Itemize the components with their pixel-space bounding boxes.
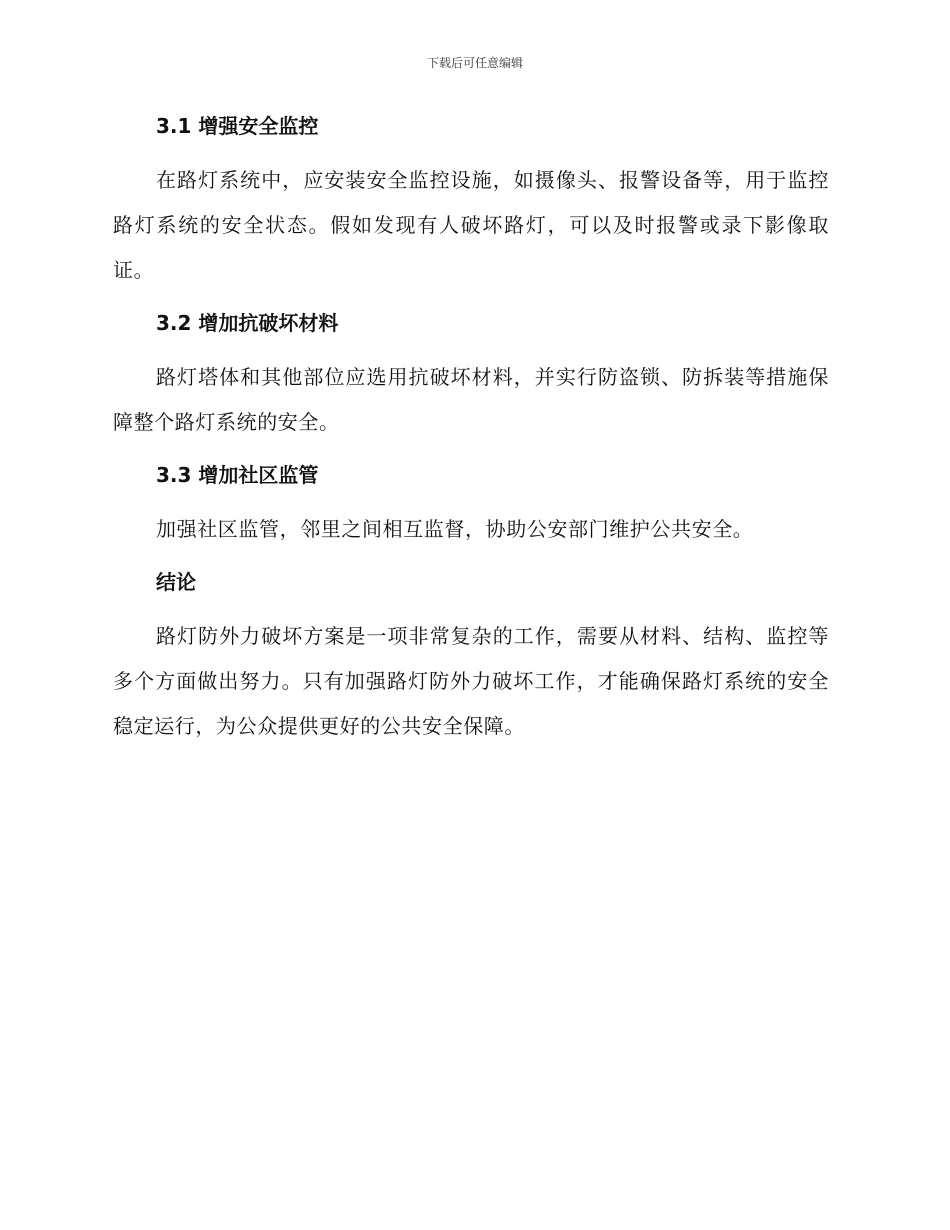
section-paragraph-conclusion: 路灯防外力破坏方案是一项非常复杂的工作，需要从材料、结构、监控等多个方面做出努力。只有加强路灯防外力破坏工作，才能确保路灯系统的安全稳定运行，为公众提供更好的公共安全保障。 — [113, 624, 829, 738]
section-heading-conclusion: 结论 — [156, 570, 196, 594]
section-heading-3-2: 3.2 增加抗破坏材料 — [156, 311, 339, 335]
header-note: 下载后可任意编辑 — [426, 56, 523, 70]
document-body — [113, 108, 829, 749]
section-paragraph-3-3: 加强社区监管，邻里之间相互监督，协助公安部门维护公共安全。 — [156, 517, 754, 541]
section-heading-3-3: 3.3 增加社区监管 — [156, 463, 319, 487]
section-heading-3-1: 3.1 增强安全监控 — [156, 114, 319, 138]
section-paragraph-3-2: 路灯塔体和其他部位应选用抗破坏材料，并实行防盗锁、防拆装等措施保障整个路灯系统的安全。 — [113, 365, 829, 434]
section-paragraph-3-1: 在路灯系统中，应安装安全监控设施，如摄像头、报警设备等，用于监控路灯系统的安全状态。假如发现有人破坏路灯，可以及时报警或录下影像取证。 — [113, 168, 829, 282]
